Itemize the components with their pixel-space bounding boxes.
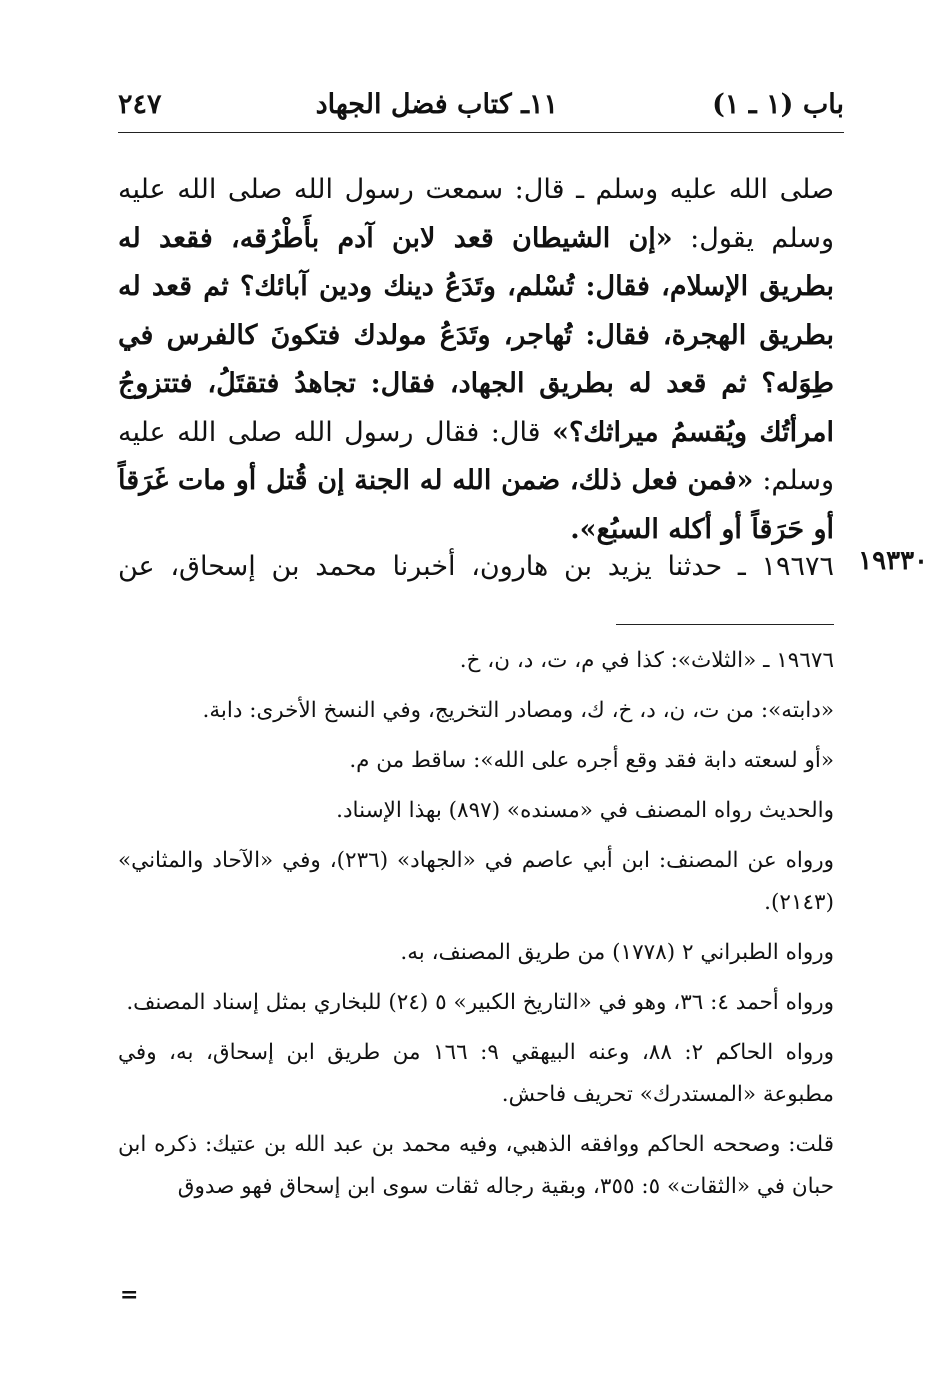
page-number: ٢٤٧ [118,88,162,120]
chapter-label: باب (١ ـ ١) [712,88,844,120]
footnote: ورواه عن المصنف: ابن أبي عاصم في «الجهاد» (٢٣٦)، وفي «الآحاد والمثاني» (٢١٤٣). [118,848,834,915]
main-text-narration: قال: فقال رسول الله صلى الله عليه وسلم: [118,416,834,496]
footnote-divider [616,624,834,625]
footnotes [118,640,834,1216]
footnote: ورواه الحاكم ٢: ٨٨، وعنه البيهقي ٩: ١٦٦ من طريق ابن إسحاق، به، وفي مطبوعة «المستدرك» تحريف فاحش. [118,1040,835,1107]
running-header [118,82,844,126]
footnote: «أو لسعته دابة فقد وقع أجره على الله»: ساقط من م. [349,748,834,773]
footnote: ورواه الطبراني ٢ (١٧٧٨) من طريق المصنف، به. [400,940,834,965]
main-text [118,166,834,554]
header-divider [118,132,844,133]
next-hadith-line: ١٩٦٧٦ ـ حدثنا يزيد بن هارون، أخبرنا محمد بن إسحاق، عن [118,551,834,582]
margin-hadith-number: ١٩٣٣٠ [858,546,928,576]
hadith-quote: «إن الشيطان قعد لابن آدم بأَطْرُقه، فقعد له بطريق الإسلام، فقال: تُسْلم، وتَدَعُ دينك ودين آبائك؟ ثم قعد له بطريق الهجرة، فقال: تُهاجر، وتَدَعُ مولدك فتكونَ كالفرس في طِوَله؟ ثم قعد له بطريق الجهاد، فقال: تجاهدُ فتقتَلُ، فتتزوجُ امرأتُك ويُقسمُ ميراثك؟» [118,222,835,448]
footnote: ١٩٦٧٦ ـ «الثلاث»: كذا في م، ت، د، ن، خ. [459,648,834,673]
hadith-quote-ending: «فمن فعل ذلك، ضمن الله له الجنة إن قُتل أو مات غَرَقاً أو حَرَقاً أو أكله السبُع». [118,465,834,545]
continuation-mark: = [120,1282,139,1308]
book-title: ١١ـ كتاب فضل الجهاد [315,88,559,120]
footnote: «دابته»: من ت، ن، د، خ، ك، ومصادر التخريج، وفي النسخ الأخرى: دابة. [202,698,834,723]
main-text-intro: صلى الله عليه وسلم ـ قال: سمعت رسول الله صلى الله عليه وسلم يقول: [118,174,834,254]
footnote: ورواه أحمد ٤: ٣٦، وهو في «التاريخ الكبير» ٥ (٢٤) للبخاري بمثل إسناد المصنف. [126,990,834,1015]
footnote: والحديث رواه المصنف في «مسنده» (٨٩٧) بهذا الإسناد. [336,798,834,823]
footnote: قلت: وصححه الحاكم ووافقه الذهبي، وفيه محمد بن عبد الله بن عتيك: ذكره ابن حبان في «الثقات» ٥: ٣٥٥، وبقية رجاله ثقات سوى ابن إسحاق فهو صدوق [118,1132,834,1199]
